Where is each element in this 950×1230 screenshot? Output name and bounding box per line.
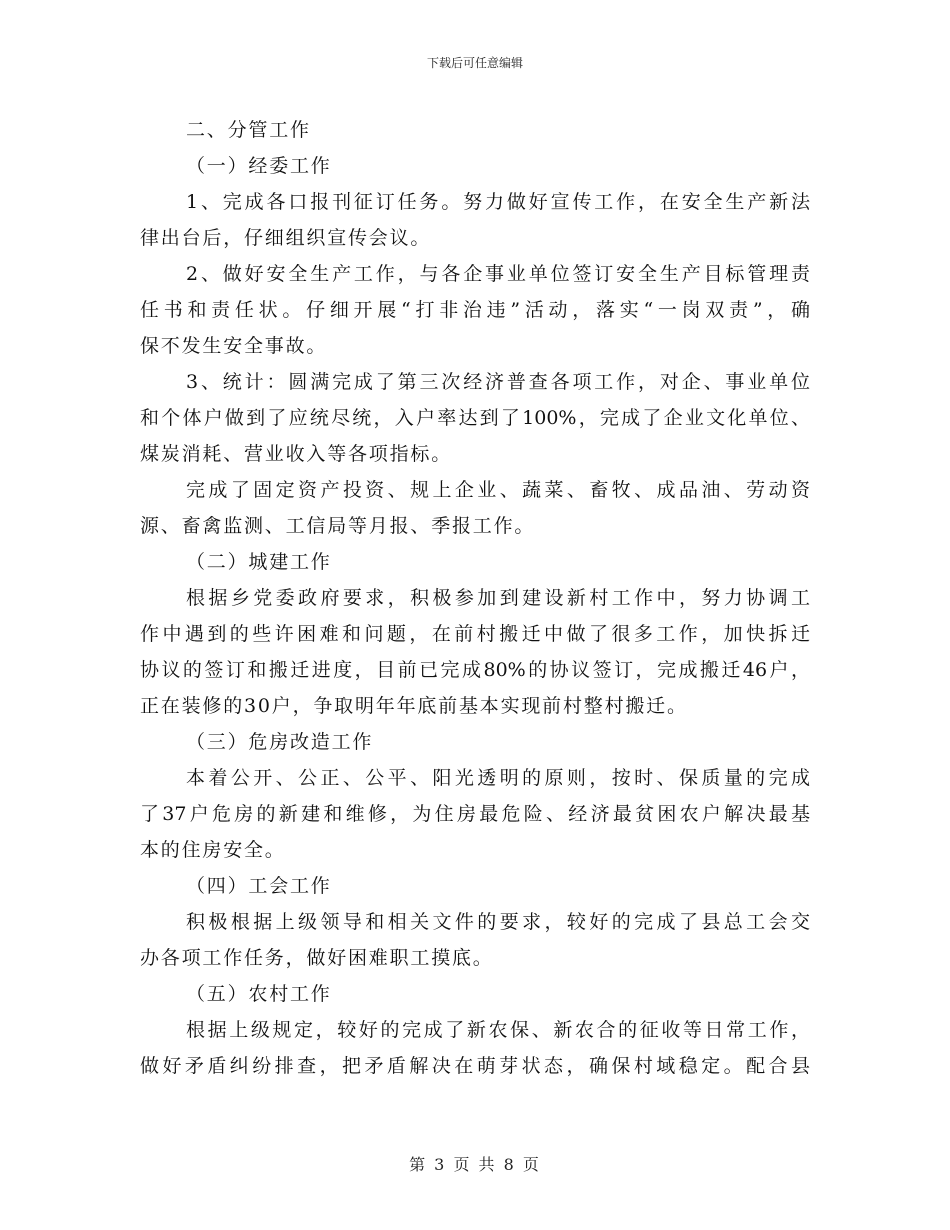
text-line: （一）经委工作 [186, 155, 332, 177]
text-line: 2、做好安全生产工作，与各企事业单位签订安全生产目标管理责 [186, 263, 810, 285]
text-line: 煤炭消耗、营业收入等各项指标。 [140, 443, 453, 465]
text-line: 源、畜禽监测、工信局等月报、季报工作。 [140, 515, 536, 537]
text-line: 律出台后，仔细组织宣传会议。 [140, 227, 432, 249]
text-line: 做好矛盾纠纷排查，把矛盾解决在萌芽状态，确保村域稳定。配合县 [140, 1055, 810, 1077]
text-line: 1、完成各口报刊征订任务。努力做好宣传工作，在安全生产新法 [186, 191, 810, 213]
text-line: 本着公开、公正、公平、阳光透明的原则，按时、保质量的完成 [186, 767, 810, 789]
page-header: 下载后可任意编辑 [426, 56, 523, 70]
text-line: （三）危房改造工作 [186, 731, 374, 753]
text-line: 本的住房安全。 [140, 839, 286, 861]
text-line: 保不发生安全事故。 [140, 335, 328, 357]
text-line: 根据乡党委政府要求，积极参加到建设新村工作中，努力协调工 [186, 587, 810, 609]
text-line: 积极根据上级领导和相关文件的要求，较好的完成了县总工会交 [186, 911, 810, 933]
text-line: （四）工会工作 [186, 875, 332, 897]
text-line: 完成了固定资产投资、规上企业、蔬菜、畜牧、成品油、劳动资 [186, 479, 810, 501]
text-line: （五）农村工作 [186, 983, 332, 1005]
text-line: 协议的签订和搬迁进度，目前已完成80%的协议签订，完成搬迁46户， [140, 659, 810, 681]
text-line: 了37户危房的新建和维修，为住房最危险、经济最贫困农户解决最基 [140, 803, 810, 825]
document-body [140, 112, 810, 1084]
text-line: 作中遇到的些许困难和问题，在前村搬迁中做了很多工作，加快拆迁 [140, 623, 810, 645]
text-line: 正在装修的30户，争取明年年底前基本实现前村整村搬迁。 [140, 695, 688, 717]
text-line: 办各项工作任务，做好困难职工摸底。 [140, 947, 494, 969]
text-line: 二、分管工作 [186, 119, 311, 141]
text-line: 和个体户做到了应统尽统，入户率达到了100%，完成了企业文化单位、 [140, 407, 810, 429]
text-line: 任书和责任状。仔细开展“打非治违”活动，落实“一岗双责”，确 [140, 299, 810, 321]
text-line: 根据上级规定，较好的完成了新农保、新农合的征收等日常工作， [186, 1019, 810, 1041]
text-line: （二）城建工作 [186, 551, 332, 573]
text-line: 3、统计：圆满完成了第三次经济普查各项工作，对企、事业单位 [186, 371, 810, 393]
page-footer: 第 3 页 共 8 页 [409, 1155, 541, 1174]
